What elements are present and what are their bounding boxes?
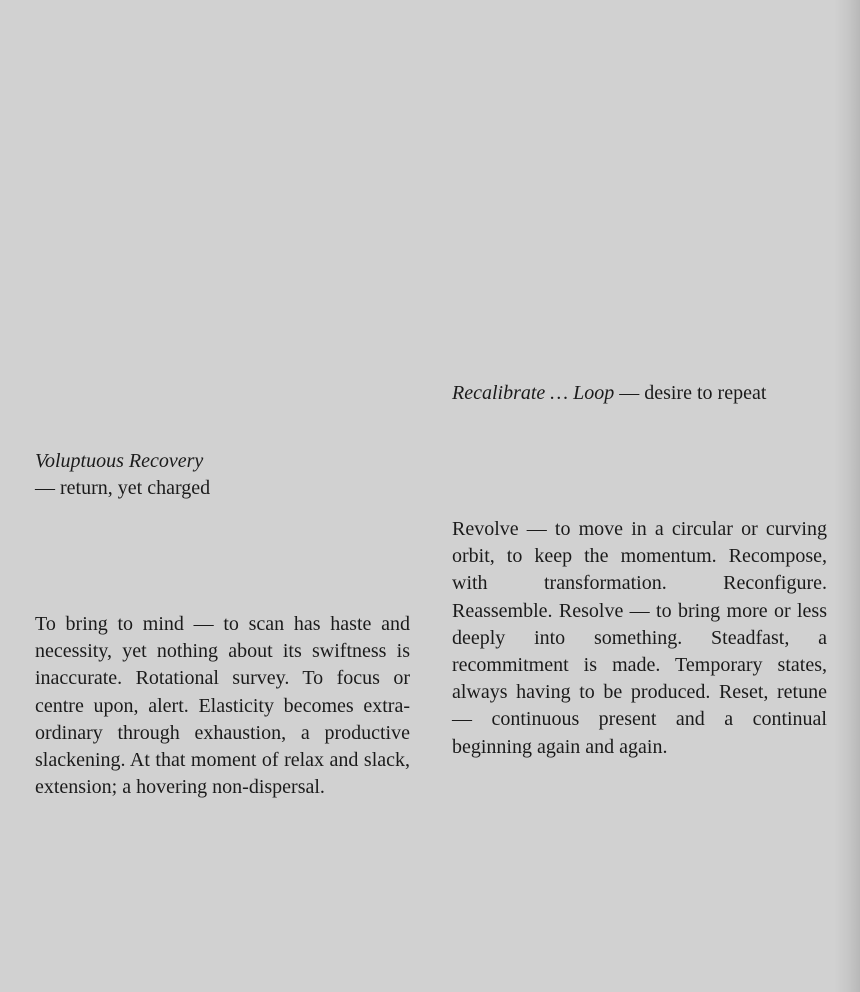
page-edge-shadow — [834, 0, 860, 992]
right-heading-subtitle: — desire to repeat — [614, 382, 767, 404]
left-heading-subtitle: — return, yet charged — [35, 477, 211, 500]
right-heading — [452, 380, 842, 407]
left-heading — [35, 448, 415, 502]
right-heading-title: Recalibrate … Loop — [452, 382, 615, 404]
left-body-paragraph: To bring to mind — to scan has haste and necessity, yet nothing about its swiftness is inaccurate. Rotational survey. To focus or centre upon, alert. Elasticity becomes extraordinary through exhaustion, a productive slackening. At that moment of relax and slack, extension; a hovering non-dispersal. — [35, 613, 410, 799]
right-body-paragraph: Revolve — to move in a circular or curving orbit, to keep the momentum. Recompose, with transformation. Reconfigure. Reassemble. Resolve — to bring more or less deeply into something. Steadfast, a recommitment is made. Temporary states, always having to be produced. Reset, retune — continuous present and a continual beginning again and again. — [452, 518, 827, 758]
left-heading-title: Voluptuous Recovery — [35, 450, 204, 472]
